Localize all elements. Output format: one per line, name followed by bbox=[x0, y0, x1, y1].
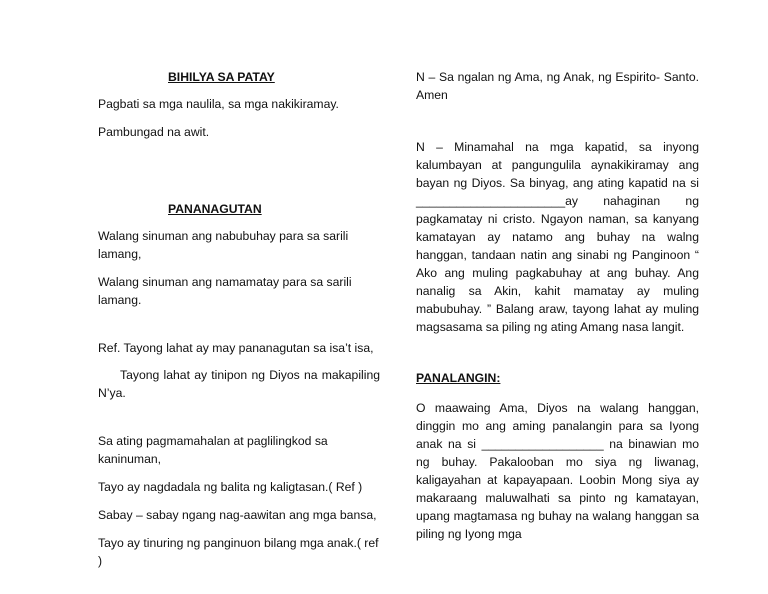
refrain-line2: Tayong lahat ay tinipon ng Diyos na makapiling N’ya. bbox=[98, 368, 380, 400]
greeting-line: Pagbati sa mga naulila, sa mga nakikiramay. bbox=[98, 97, 339, 111]
verse2-line3: Sabay – sabay ngang nag-aawitan ang mga bansa, bbox=[98, 508, 377, 522]
verse2-line4: Tayo ay tinuring ng panginuon bilang mga anak.( ref ) bbox=[98, 536, 379, 568]
verse2-line2: Tayo ay nagdadala ng balita ng kaligtasan.( Ref ) bbox=[98, 480, 363, 494]
celebrant-address: N – Minamahal na mga kapatid, sa inyong kalumbayan at pangungulila aynakikiramay ang bayan ng Diyos. Sa binyag, ang ating kapatid na si ______________________ay nahaginan ng pagkamatay ni cristo. Ngayon naman, sa kanyang kamatayan ay natamo ang buhay na walng hanggan, tandaan natin ang sinabi ng Panginoon “ Ako ang muling pagkabuhay at ang buhay. Ang nanalig sa Akin, kahit mamatay ay muling mabubuhay. ” Balang araw, tayong lahat ay muling magsasama sa piling ng ating Amang nasa langit. bbox=[416, 140, 699, 334]
left-column bbox=[98, 68, 380, 570]
verse1-line2: Walang sinuman ang namamatay para sa sarili lamang. bbox=[98, 275, 352, 307]
right-column bbox=[416, 68, 699, 543]
document-title: BIHILYA SA PATAY bbox=[168, 70, 275, 84]
opening-song-line: Pambungad na awit. bbox=[98, 125, 210, 139]
section-heading: PANANAGUTAN bbox=[168, 202, 262, 216]
refrain-line1: Ref. Tayong lahat ay may pananagutan sa isa’t isa, bbox=[98, 341, 374, 355]
verse1-line1: Walang sinuman ang nabubuhay para sa sarili lamang, bbox=[98, 229, 349, 261]
prayer-text: O maawaing Ama, Diyos na walang hanggan, dinggin mo ang aming panalangin para sa Iyong anak na si __________________ na binawian mo ng buhay. Pakalooban mo siya ng liwanag, kaligayahan at kapayapaan. Loobin Mong siya ay makaraang maluwalhati sa pinto ng kamatayan, upang magtamasa ng buhay na walang hanggan sa piling ng Iyong mga bbox=[416, 401, 699, 541]
sign-of-cross: N – Sa ngalan ng Ama, ng Anak, ng Espirito- Santo. Amen bbox=[416, 70, 699, 102]
prayer-heading: PANALANGIN: bbox=[416, 371, 501, 385]
verse2-line1: Sa ating pagmamahalan at paglilingkod sa kaninuman, bbox=[98, 434, 328, 466]
